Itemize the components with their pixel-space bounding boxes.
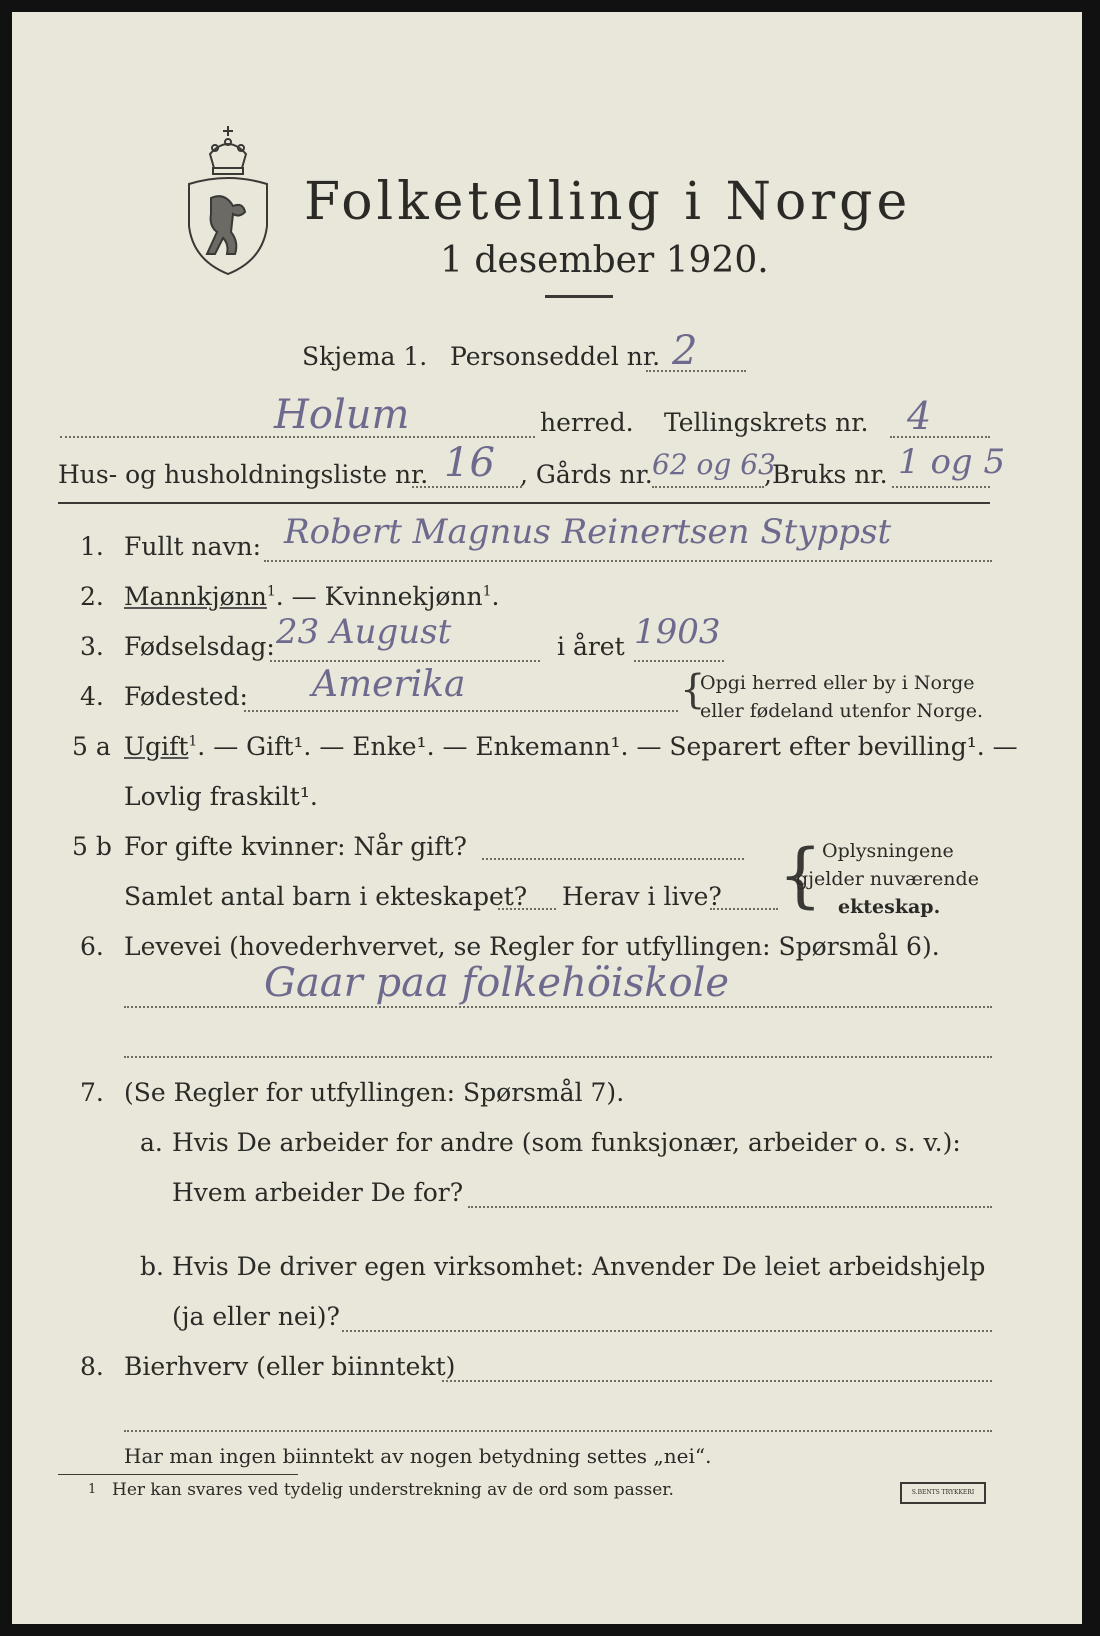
q7b-text: Hvis De driver egen virksomhet: Anvender De leiet arbeidshjelp xyxy=(172,1252,986,1281)
gards-label: , Gårds nr. xyxy=(520,460,653,489)
no-income-note: Har man ingen biinntekt av nogen betydning settes „nei“. xyxy=(124,1444,712,1468)
q2-number: 2. xyxy=(80,582,104,611)
children-alive-field[interactable] xyxy=(710,908,778,910)
q5b-number: 5 b xyxy=(72,832,112,861)
footnote: Her kan svares ved tydelig understrekning av de ord som passer. xyxy=(112,1480,674,1500)
birthday-field[interactable] xyxy=(270,660,540,662)
q6-label: Levevei (hovederhvervet, se Regler for utfyllingen: Spørsmål 6). xyxy=(124,932,940,961)
q7a-text: Hvis De arbeider for andre (som funksjonær, arbeider o. s. v.): xyxy=(172,1128,961,1157)
q5a-other-options[interactable]: . — Gift¹. — Enke¹. — Enkemann¹. — Separert efter bevilling¹. — xyxy=(197,732,1018,761)
hus-label: Hus- og husholdningsliste nr. xyxy=(58,460,429,489)
q2-options: Mannkjønn$^1$. — Kvinnekjønn$^1$. xyxy=(124,582,500,611)
married-date-field[interactable] xyxy=(482,858,744,860)
q5b-brace: { xyxy=(778,834,823,916)
tellingskrets-label: Tellingskrets nr. xyxy=(664,408,869,437)
employer-field[interactable] xyxy=(468,1206,992,1208)
hus-value: 16 xyxy=(444,440,495,486)
printer-stamp xyxy=(900,1482,986,1504)
q3-number: 3. xyxy=(80,632,104,661)
q2-end: . xyxy=(491,582,500,611)
q7a-letter: a. xyxy=(140,1128,163,1157)
birthplace-value: Amerika xyxy=(312,664,466,705)
q7b-letter: b. xyxy=(140,1252,164,1281)
q5a-options: Ugift$^1$. — Gift¹. — Enke¹. — Enkemann¹. — Separert efter bevilling¹. — xyxy=(124,732,1018,761)
personseddel-value: 2 xyxy=(672,328,698,374)
q7-label: (Se Regler for utfyllingen: Spørsmål 7). xyxy=(124,1078,625,1107)
q8-label: Bierhverv (eller biinntekt) xyxy=(124,1352,456,1381)
tellingskrets-field[interactable] xyxy=(890,436,990,438)
herred-label: herred. xyxy=(540,408,634,437)
q7-number: 7. xyxy=(80,1078,104,1107)
year-value: 1903 xyxy=(634,612,721,652)
male-option[interactable]: Mannkjønn xyxy=(124,582,267,611)
hus-field[interactable] xyxy=(412,486,522,488)
personseddel-label: Personseddel nr. xyxy=(450,342,661,371)
skjema-label: Skjema 1. xyxy=(302,342,428,371)
herred-value: Holum xyxy=(274,392,410,438)
bruks-value: 1 og 5 xyxy=(898,442,1006,482)
children-count-field[interactable] xyxy=(498,908,556,910)
q1-number: 1. xyxy=(80,532,104,561)
q5a-number: 5 a xyxy=(72,732,111,761)
q4-note-2: eller fødeland utenfor Norge. xyxy=(700,700,984,722)
q3-label: Fødselsdag: xyxy=(124,632,275,661)
occupation-value: Gaar paa folkehöiskole xyxy=(264,960,730,1006)
gards-value: 62 og 63 xyxy=(652,448,776,481)
q1-label: Fullt navn: xyxy=(124,532,262,561)
occupation-field[interactable] xyxy=(124,1006,992,1008)
bruks-field[interactable] xyxy=(892,486,990,488)
full-name-field[interactable] xyxy=(264,560,992,562)
q5a-line-2[interactable]: Lovlig fraskilt¹. xyxy=(124,782,318,811)
header-divider xyxy=(58,502,990,504)
q4-label: Fødested: xyxy=(124,682,248,711)
bruks-label: ,Bruks nr. xyxy=(764,460,888,489)
q7a-text-2: Hvem arbeider De for? xyxy=(172,1178,464,1207)
hired-help-field[interactable] xyxy=(342,1330,992,1332)
ugift-option[interactable]: Ugift xyxy=(124,732,189,761)
side-income-field-2[interactable] xyxy=(124,1430,992,1432)
q5b-label-2: Samlet antal barn i ekteskapet? xyxy=(124,882,528,911)
q5b-note-1: Oplysningene xyxy=(822,840,954,862)
coat-of-arms-icon xyxy=(177,120,279,280)
gards-field[interactable] xyxy=(652,486,764,488)
q8-number: 8. xyxy=(80,1352,104,1381)
female-option[interactable]: Kvinnekjønn xyxy=(324,582,483,611)
footnote-divider xyxy=(58,1474,298,1475)
form-title: Folketelling i Norge xyxy=(304,172,912,232)
side-income-field[interactable] xyxy=(442,1380,992,1382)
q5b-label-1: For gifte kvinner: Når gift? xyxy=(124,832,467,861)
birthplace-field[interactable] xyxy=(244,710,678,712)
census-date: 1 desember 1920. xyxy=(440,240,769,281)
q5b-label-3: Herav i live? xyxy=(562,882,722,911)
year-label: i året xyxy=(557,632,625,661)
census-form xyxy=(12,12,1082,1624)
q4-note-1: Opgi herred eller by i Norge xyxy=(700,672,975,694)
birthday-value: 23 August xyxy=(276,612,452,652)
tellingskrets-value: 4 xyxy=(907,394,932,438)
title-divider xyxy=(545,295,613,298)
year-field[interactable] xyxy=(634,660,724,662)
q4-number: 4. xyxy=(80,682,104,711)
q7b-text-2: (ja eller nei)? xyxy=(172,1302,340,1331)
full-name-value: Robert Magnus Reinertsen Styppst xyxy=(284,512,892,552)
q6-number: 6. xyxy=(80,932,104,961)
q2-sep: . — xyxy=(275,582,325,611)
q5b-note-2: gjelder nuværende xyxy=(796,868,979,890)
printer-stamp-text: S.BENTS TRYKKERI xyxy=(911,1489,975,1496)
footnote-mark: 1 xyxy=(88,1482,97,1497)
q5b-note-3: ekteskap. xyxy=(838,896,941,918)
occupation-field-2[interactable] xyxy=(124,1056,992,1058)
q4-brace: { xyxy=(680,667,706,713)
